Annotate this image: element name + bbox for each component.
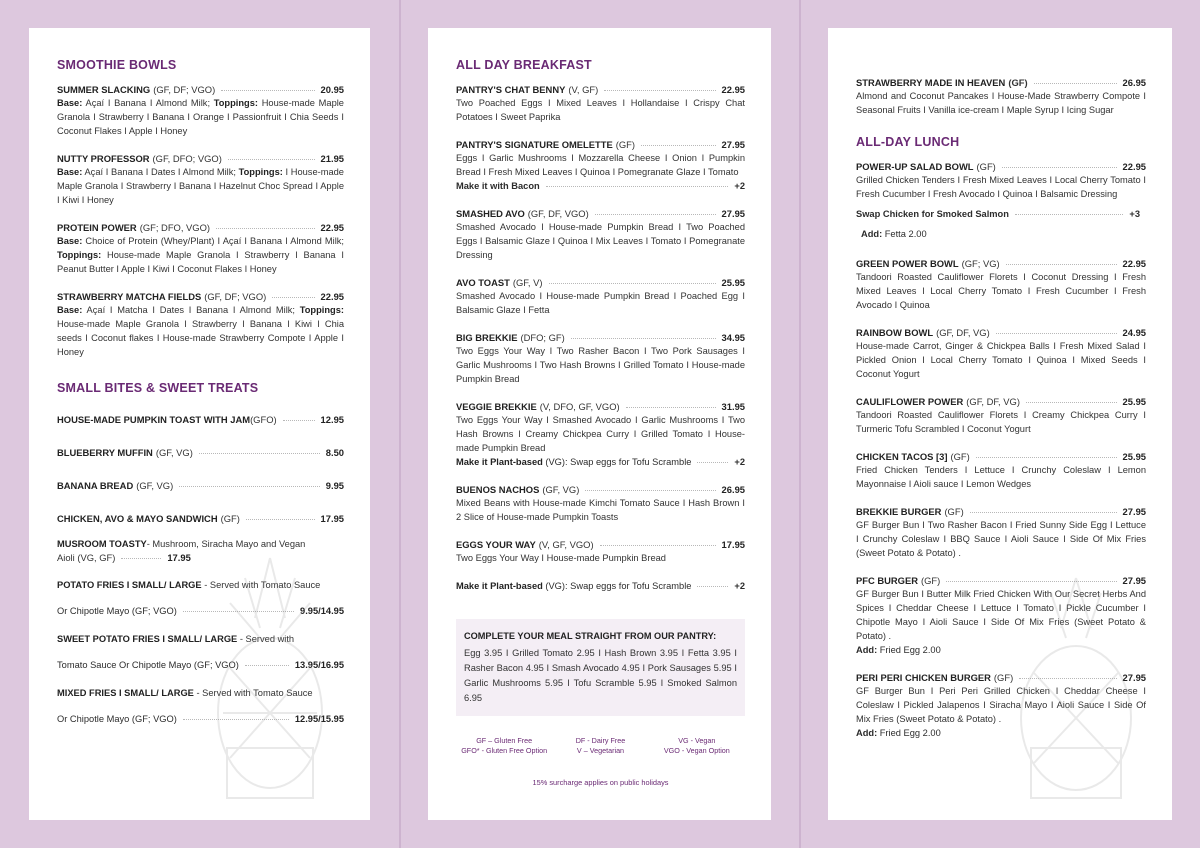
pantry-heading: COMPLETE YOUR MEAL STRAIGHT FROM OUR PANTRY: xyxy=(464,631,717,641)
item-price: 27.95 xyxy=(721,139,745,150)
item-price: 12.95/15.95 xyxy=(294,714,344,724)
item-description: Base: Açaí I Banana I Almond Milk; Toppings: House-made Maple Granola I Strawberry I Banana I Orange I Passionfruit I Chia Seeds I Coconut Flakes I Apple I Honey xyxy=(57,98,344,136)
item-description: Eggs I Garlic Mushrooms I Mozzarella Cheese I Onion I Pumpkin Bread I Fresh Mixed Leaves I Quinoa I Pomegranate Glaze I Tomato xyxy=(456,153,745,177)
item-tags: (GF) xyxy=(615,139,636,150)
item-name: RAINBOW BOWL xyxy=(856,327,934,338)
fold-line-left xyxy=(399,0,401,848)
item-tags: (V, GF) xyxy=(568,84,599,95)
item-name: CHICKEN, AVO & MAYO SANDWICH xyxy=(57,513,218,524)
item-description: Tandoori Roasted Cauliflower Florets I Creamy Chickpea Curry I Turmeric Tofu Scrambled I Coconut Yogurt xyxy=(856,410,1146,434)
item-price: 9.95 xyxy=(325,480,344,491)
item-description: Two Eggs Your Way I House-made Pumpkin Bread xyxy=(456,553,666,563)
section-title-all-day-breakfast: ALL DAY BREAKFAST xyxy=(456,58,592,72)
item-tags: (V, DFO, GF, VGO) xyxy=(539,401,620,412)
item-price: 13.95/16.95 xyxy=(294,660,344,670)
item-name: SMASHED AVO xyxy=(456,208,525,219)
item-description: Mixed Beans with House-made Kimchi Tomato Sauce I Hash Brown I 2 Slice of House-made Pumpkin Toasts xyxy=(456,498,745,522)
item-description: Smashed Avocado I House-made Pumpkin Bread I Two Poached Eggs I Balsamic Glaze I Quinoa I Mix Leaves I Tomato I Pomegranate Dressing xyxy=(456,222,745,260)
section-title-small-bites: SMALL BITES & SWEET TREATS xyxy=(57,381,259,395)
item-description: Base: Açaí I Banana I Dates I Almond Milk; Toppings: I House-made Maple Granola I Strawberry I Banana I Hazelnut Choc Spread I Apple I Kiwi I Honey xyxy=(57,167,344,205)
menu-item xyxy=(456,207,745,262)
item-price: 31.95 xyxy=(721,401,745,412)
item-tags: (GF, V) xyxy=(512,277,543,288)
item-name: MUSROOM TOASTY xyxy=(57,539,147,549)
item-extra: Make it Plant-based (VG): Swap eggs for Tofu Scramble +2 xyxy=(456,457,745,467)
item-description: House-made Carrot, Ginger & Chickpea Balls I Fresh Mixed Salad I Pickled Onion I Local Cherry Tomato I Quinoa I Mixed Seeds I Coconut Yogurt xyxy=(856,341,1146,379)
item-name: VEGGIE BREKKIE xyxy=(456,401,537,412)
pineapple-watermark-icon xyxy=(1006,568,1146,808)
item-tags: (GF) xyxy=(950,451,970,462)
menu-item xyxy=(856,160,1146,241)
item-tags: (GF, VG) xyxy=(136,480,174,491)
menu-panel-left xyxy=(29,28,370,820)
pantry-addons-box xyxy=(456,619,745,716)
item-price: 22.95 xyxy=(1122,161,1146,172)
item-description: GF Burger Bun I Two Rasher Bacon I Fried Sunny Side Egg I Lettuce I Crunchy Coleslaw I BBQ Sauce I Aioli Sauce I Side Of Mix Fries (Sweet Potato & Potato) . xyxy=(856,520,1146,558)
item-description: Two Poached Eggs I Mixed Leaves I Hollandaise I Crispy Chat Potatoes I Sweet Paprika xyxy=(456,98,745,122)
item-name: BREKKIE BURGER xyxy=(856,506,942,517)
item-tags: (GF) xyxy=(1008,77,1028,88)
item-price: 22.95 xyxy=(320,291,344,302)
item-description: Base: Choice of Protein (Whey/Plant) I Açaí I Banana I Almond Milk; Toppings: House-made Maple Granola I Strawberry I Banana I Peanut Butter I Apple I Kiwi I Coconut Flakes I Honey xyxy=(57,236,344,274)
menu-item xyxy=(456,483,745,524)
item-price: 17.95 xyxy=(721,539,745,550)
menu-item xyxy=(57,290,344,359)
item-price: 12.95 xyxy=(320,414,344,425)
item-price: 22.95 xyxy=(320,222,344,233)
item-add-on: Add: Fetta 2.00 xyxy=(861,229,927,239)
item-name: POWER-UP SALAD BOWL xyxy=(856,161,974,172)
item-description: Almond and Coconut Pancakes I House-Made Strawberry Compote I Seasonal Fruits I Vanilla ice-cream I Maple Syrup I Icing Sugar xyxy=(856,91,1146,115)
item-add-on: Add: Fried Egg 2.00 xyxy=(856,645,941,655)
item-tags: (GF, DFO; VGO) xyxy=(152,153,222,164)
fold-line-right xyxy=(799,0,801,848)
item-description: Smashed Avocado I House-made Pumpkin Bread I Poached Egg I Balsamic Glaze I Fetta xyxy=(456,291,745,315)
item-description: Two Eggs Your Way I Smashed Avocado I Garlic Mushrooms I Two Hash Browns I Creamy Chickpea Curry I Grilled Tomato I House-made Pumpkin Bread xyxy=(456,415,745,453)
item-tags: Aioli (VG, GF) xyxy=(57,552,116,563)
item-name: STRAWBERRY MATCHA FIELDS xyxy=(57,291,202,302)
item-price: 27.95 xyxy=(721,208,745,219)
menu-item xyxy=(456,138,745,193)
menu-item xyxy=(57,479,344,492)
item-price: 25.95 xyxy=(1122,451,1146,462)
item-name: STRAWBERRY MADE IN HEAVEN xyxy=(856,77,1006,88)
item-price: 34.95 xyxy=(721,332,745,343)
menu-item xyxy=(456,276,745,317)
pineapple-watermark-icon xyxy=(205,548,335,808)
item-name: CAULIFLOWER POWER xyxy=(856,396,964,407)
item-price: 26.95 xyxy=(1122,77,1146,88)
item-name: BUENOS NACHOS xyxy=(456,484,540,495)
item-name: BIG BREKKIE xyxy=(456,332,518,343)
menu-panel-right xyxy=(828,28,1172,820)
item-extra: Make it with Bacon +2 xyxy=(456,181,745,191)
menu-item xyxy=(57,221,344,276)
menu-item xyxy=(856,76,1146,117)
item-name: SWEET POTATO FRIES I SMALL/ LARGE xyxy=(57,634,238,644)
item-name: GREEN POWER BOWL xyxy=(856,258,959,269)
item-price: 17.95 xyxy=(167,552,191,563)
item-tags: (GF, DF; VGO) xyxy=(204,291,267,302)
item-tags: (GF, DF, VG) xyxy=(936,327,990,338)
item-description: Grilled Chicken Tenders I Fresh Mixed Leaves I Local Cherry Tomato I Fresh Cucumber I Fresh Avocado I Quinoa I Balsamic Dressing xyxy=(856,175,1146,199)
item-name: BANANA BREAD xyxy=(57,480,134,491)
menu-item xyxy=(57,152,344,207)
menu-item xyxy=(856,326,1146,381)
item-tags: (DFO; GF) xyxy=(520,332,565,343)
item-price: 22.95 xyxy=(721,84,745,95)
item-name: PROTEIN POWER xyxy=(57,222,137,233)
surcharge-note: 15% surcharge applies on public holidays xyxy=(532,778,669,787)
item-price: 24.95 xyxy=(1122,327,1146,338)
item-description: Two Eggs Your Way I Two Rasher Bacon I Two Pork Sausages I Garlic Mushrooms I Two Hash Browns I Grilled Tomato I House-made Pumpkin Bread xyxy=(456,346,745,384)
item-name: PFC BURGER xyxy=(856,575,918,586)
item-description: Base: Açaí I Matcha I Dates I Banana I Almond Milk; Toppings: House-made Maple Granola I Strawberry I Banana I Kiwi I Chia seeds I Coconut flakes I House-made Strawberry Compote I Apple I Honey xyxy=(57,305,344,357)
menu-item-side: MIXED FRIES I SMALL/ LARGE - Served with Tomato Sauce Or Chipotle Mayo (GF; VGO) 12.95/15.95 xyxy=(57,688,344,724)
item-tags: (V, GF, VGO) xyxy=(538,539,594,550)
plant-based-option: Make it Plant-based (VG): Swap eggs for Tofu Scramble +2 xyxy=(456,581,745,591)
item-name: HOUSE-MADE PUMPKIN TOAST WITH JAM xyxy=(57,414,251,425)
item-tags: (GF) xyxy=(944,506,964,517)
item-description: GF Burger Bun I Peri Peri Grilled Chicken I Cheddar Cheese I Coleslaw I Pickled Jalapenos I Siracha Mayo I Aioli Sauce I Side Of Mix Fries (Sweet Potato & Potato) . xyxy=(856,686,1146,724)
item-price: 20.95 xyxy=(320,84,344,95)
menu-item xyxy=(456,538,745,565)
item-price: 27.95 xyxy=(1122,575,1146,586)
item-name: EGGS YOUR WAY xyxy=(456,539,536,550)
item-tags: (GF) xyxy=(220,513,240,524)
item-name: PERI PERI CHICKEN BURGER xyxy=(856,672,991,683)
item-description: Fried Chicken Tenders I Lettuce I Crunchy Coleslaw I Lemon Mayonnaise I Aioli sauce I Lemon Wedges xyxy=(856,465,1146,489)
menu-item xyxy=(57,512,344,525)
menu-item xyxy=(456,83,745,124)
item-description: MUSROOM TOASTY- Mushroom, Siracha Mayo and Vegan xyxy=(57,539,306,549)
item-price: 17.95 xyxy=(320,513,344,524)
menu-item xyxy=(456,400,745,469)
menu-item xyxy=(57,413,344,426)
item-tags: (GF; DFO, VGO) xyxy=(139,222,211,233)
item-price: 26.95 xyxy=(721,484,745,495)
item-tags: (GF) xyxy=(976,161,996,172)
item-tags: (GF) xyxy=(993,672,1014,683)
menu-item xyxy=(856,257,1146,312)
menu-item xyxy=(456,331,745,386)
menu-panel-middle xyxy=(428,28,771,820)
menu-item xyxy=(856,395,1146,436)
menu-item-side: SWEET POTATO FRIES I SMALL/ LARGE - Served with Tomato Sauce Or Chipotle Mayo (GF; VGO) 13.95/16.95 xyxy=(57,634,344,670)
item-tags: (GF, VG) xyxy=(542,484,580,495)
item-name: BLUEBERRY MUFFIN xyxy=(57,447,153,458)
item-tags: (GFO) xyxy=(250,414,277,425)
item-name: SUMMER SLACKING xyxy=(57,84,151,95)
section-title-all-day-lunch: ALL-DAY LUNCH xyxy=(856,135,960,149)
item-name: PANTRY'S CHAT BENNY xyxy=(456,84,566,95)
item-price: 22.95 xyxy=(1122,258,1146,269)
item-price: 27.95 xyxy=(1122,672,1146,683)
dietary-legend: GF – Gluten Free GFO* - Gluten Free Option DF - Dairy Free V – Vegetarian VG - Vegan VGO - Vegan Option xyxy=(461,736,730,755)
item-tags: (GF, DF, VGO) xyxy=(527,208,589,219)
menu-item xyxy=(856,505,1146,560)
item-price: 27.95 xyxy=(1122,506,1146,517)
item-name: POTATO FRIES I SMALL/ LARGE xyxy=(57,580,202,590)
item-price: 21.95 xyxy=(320,153,344,164)
menu-item xyxy=(856,450,1146,491)
item-tags: (GF, DF; VGO) xyxy=(153,84,216,95)
item-price: 25.95 xyxy=(721,277,745,288)
item-price: 9.95/14.95 xyxy=(300,606,344,616)
item-name: AVO TOAST xyxy=(456,277,510,288)
item-extra: Swap Chicken for Smoked Salmon +3 xyxy=(856,209,1140,219)
item-price: 25.95 xyxy=(1122,396,1146,407)
menu-item-side: POTATO FRIES I SMALL/ LARGE - Served with Tomato Sauce Or Chipotle Mayo (GF; VGO) 9.95/14.95 xyxy=(57,580,344,616)
item-description: Tandoori Roasted Cauliflower Florets I Coconut Dressing I Fresh Mixed Leaves I Local Cherry Tomato I Fresh Cucumber I Fresh Avocado I Quinoa xyxy=(856,272,1146,310)
item-tags: (GF, VG) xyxy=(155,447,193,458)
menu-item xyxy=(57,446,344,459)
section-title-smoothie-bowls: SMOOTHIE BOWLS xyxy=(57,58,177,72)
item-tags: (GF) xyxy=(920,575,941,586)
item-tags: (GF; VG) xyxy=(961,258,1000,269)
pantry-body: Egg 3.95 I Grilled Tomato 2.95 I Hash Brown 3.95 I Fetta 3.95 I Rasher Bacon 4.95 I Smash Avocado 4.95 I Pork Sausages 5.95 I Garlic Mushrooms 5.95 I Tofu Scramble 5.95 I Smoked Salmon 6.95 xyxy=(464,648,737,703)
item-name: CHICKEN TACOS [3] xyxy=(856,451,948,462)
item-add-on: Add: Fried Egg 2.00 xyxy=(856,728,941,738)
item-name: NUTTY PROFESSOR xyxy=(57,153,150,164)
item-price: 8.50 xyxy=(325,447,344,458)
item-name: MIXED FRIES I SMALL/ LARGE xyxy=(57,688,194,698)
item-tags: (GF, DF, VG) xyxy=(966,396,1020,407)
item-name: PANTRY'S SIGNATURE OMELETTE xyxy=(456,139,613,150)
menu-item xyxy=(57,83,344,138)
item-description: GF Burger Bun I Butter Milk Fried Chicken With Our Secret Herbs And Spices I Cheddar Cheese I Lettuce I Tomato I Pickle Cucumber I Chipotle Mayo I Aioli Sauce I Side Of Mix Fries (Sweet Potato & Potato) . xyxy=(856,589,1146,641)
